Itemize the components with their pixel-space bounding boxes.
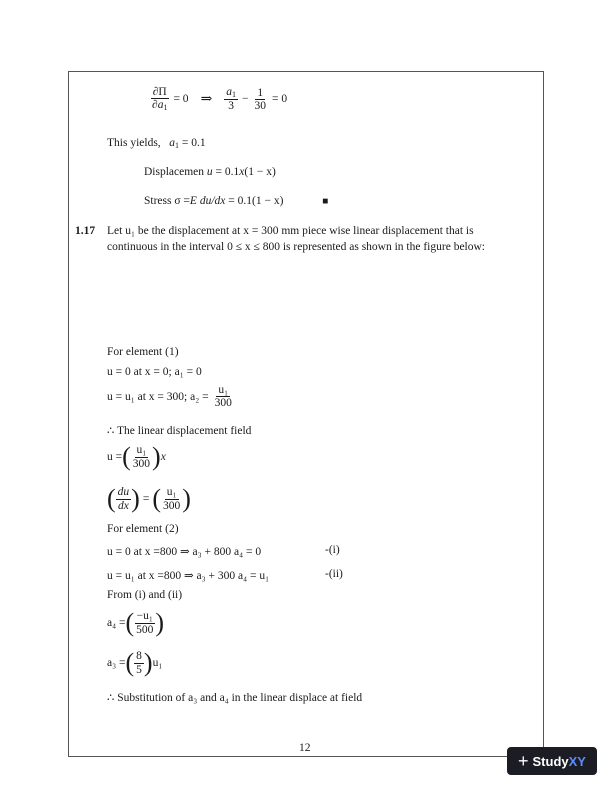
a3-equation: a₃ = ( $\frac{8}{5}$ ) u₁ — [107, 648, 163, 677]
partial-numerator: ∂Π — [152, 86, 167, 98]
minus-sign: − — [242, 93, 249, 106]
page-number: 12 — [299, 742, 311, 754]
element-1-condition-2: u = u₁ at x = 300; a₂ = $\frac{\text{u₁}}{300}$ — [107, 384, 232, 410]
linear-field-heading: ∴ The linear displacement field — [107, 425, 252, 437]
equals-zero: = 0 — [173, 93, 189, 106]
fraction-1-over-30: $\frac{1}{30}$ — [254, 86, 267, 112]
a4-equation: a₄ = ( $\frac{\text{−u₁}}{500}$ ) — [107, 608, 165, 637]
element-1-heading: For element (1) — [107, 346, 179, 358]
brand-xy: XY — [568, 753, 586, 769]
end-of-proof-mark: ■ — [322, 196, 329, 207]
substitution-line: ∴ Substitution of a₃ and a₄ in the linear displace at field — [107, 692, 363, 704]
equals-zero-rhs: = 0 — [272, 93, 288, 106]
problem-text-line-1: Let u₁ be the displacement at x = 300 mm piece wise linear displacement that is — [107, 225, 474, 237]
partial-denominator: $\partial a_1$ — [152, 99, 168, 113]
element-2-condition-1: u = 0 at x =800 ⇒ a₃ + 800 a₄ = 0 — [107, 546, 262, 558]
displacement-line: Displacemen u = 0.1x(1 − x) — [144, 166, 276, 178]
element-1-condition-1: u = 0 at x = 0; a₁ = 0 — [107, 366, 202, 378]
plus-icon: + — [518, 750, 529, 771]
element-2-condition-2: u = u₁ at x =800 ⇒ a₃ + 300 a₄ = u₁ — [107, 570, 270, 582]
equation-tag-ii: -(ii) — [325, 568, 343, 580]
partial-fraction — [150, 86, 169, 112]
linear-field-equation: u = ( $\frac{\text{u₁}}{300}$ ) x — [107, 442, 166, 471]
element-2-heading: For element (2) — [107, 523, 179, 535]
fraction-a1-over-3: $\frac{a_1}{3}$ — [226, 86, 237, 113]
problem-text-line-2: continuous in the interval 0 ≤ x ≤ 800 is represented as shown in the figure below: — [107, 241, 485, 253]
derivative-equation: ( $\frac{du}{dx}$ ) = ( $\frac{\text{u₁}}{300}$ ) — [107, 484, 191, 513]
partial-derivative-equation — [150, 86, 287, 112]
studyxy-badge[interactable] — [507, 747, 597, 775]
equation-tag-i: -(i) — [325, 544, 340, 556]
from-i-and-ii: From (i) and (ii) — [107, 589, 183, 601]
brand-study: Study — [532, 753, 569, 769]
yields-line: This yields, $a_1 = 0.1$ — [107, 137, 206, 150]
implies-arrow: ⇒ — [200, 91, 213, 107]
problem-number: 1.17 — [75, 225, 96, 237]
stress-line: Stress σ =E du/dx = 0.1(1 − x) ■ — [144, 195, 329, 207]
